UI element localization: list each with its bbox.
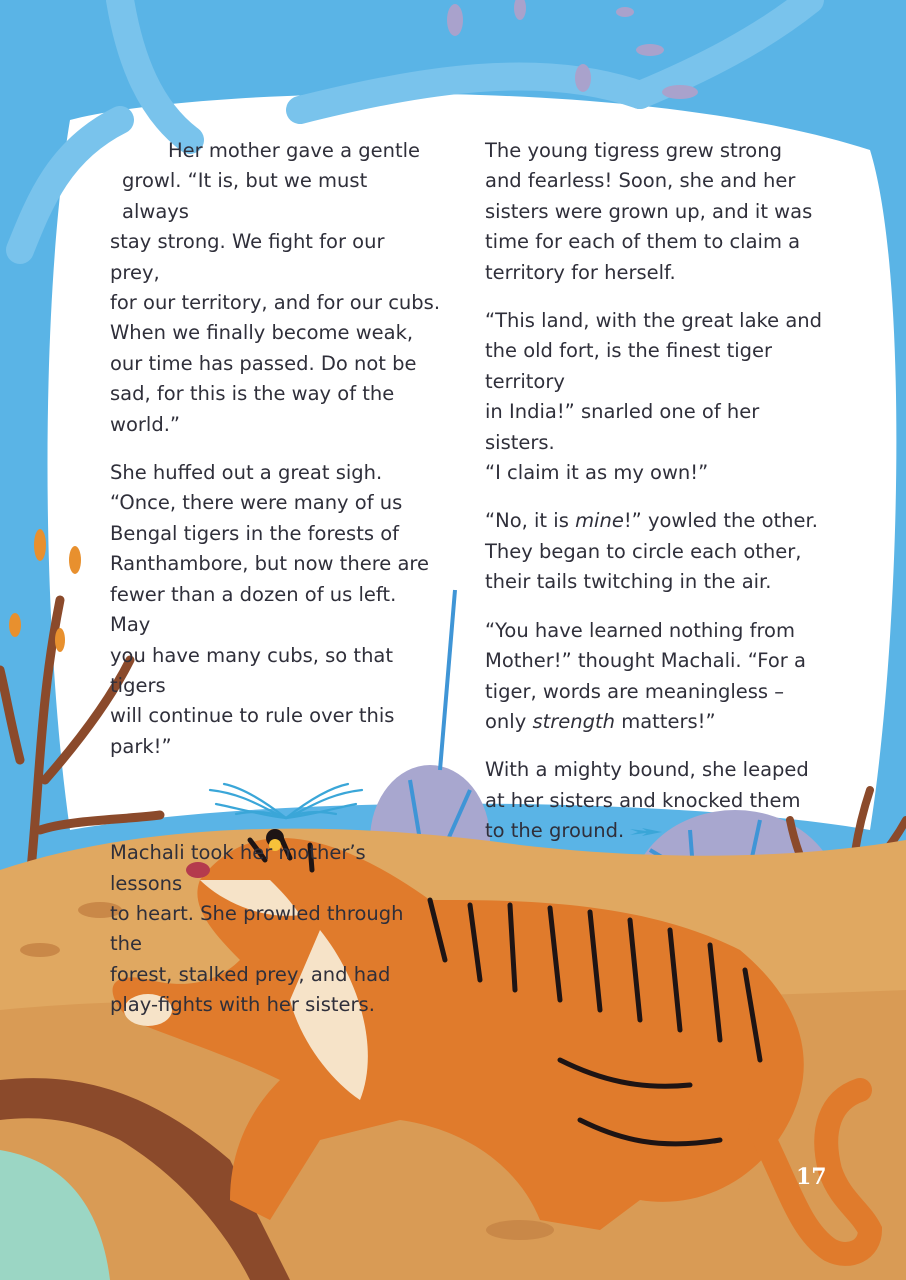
text-line: “I claim it as my own!” xyxy=(485,461,709,485)
text-line: in India!” snarled one of her sisters. xyxy=(485,400,760,454)
text-line: Machali took her mother’s lessons xyxy=(110,841,366,895)
left-text-column xyxy=(110,136,440,1039)
text-line: and fearless! Soon, she and her xyxy=(485,169,796,193)
text-line: The young tigress grew strong xyxy=(485,139,782,162)
paragraph xyxy=(110,838,440,1020)
text-line: to the ground. xyxy=(485,819,625,843)
text-line: territory for herself. xyxy=(485,260,676,284)
text-line: tiger, words are meaningless – xyxy=(485,679,785,703)
text-line: will continue to rule over this park!” xyxy=(110,704,395,758)
text-line: time for each of them to claim a xyxy=(485,230,801,254)
paragraph xyxy=(485,506,830,597)
text-line: their tails twitching in the air. xyxy=(485,570,772,594)
paragraph xyxy=(485,616,830,738)
paragraph xyxy=(485,136,830,288)
text-line: for our territory, and for our cubs. xyxy=(110,291,441,315)
paragraph xyxy=(110,136,440,440)
text-line: at her sisters and knocked them xyxy=(485,788,801,812)
text-line: Her mother gave a gentle xyxy=(168,139,421,162)
text-line: “Once, there were many of us xyxy=(110,491,403,515)
end-arrow-icon xyxy=(628,825,664,839)
text-line: sisters were grown up, and it was xyxy=(485,199,813,223)
ornament-divider-icon xyxy=(206,780,366,822)
text-line: Ranthambore, but now there are xyxy=(110,552,430,576)
text-line: fewer than a dozen of us left. May xyxy=(110,582,397,637)
text-line: Mother!” thought Machali. “For a xyxy=(485,649,806,673)
text-line: growl. “It is, but we must always xyxy=(122,169,368,223)
paragraph xyxy=(485,306,830,488)
text-line: !” yowled the other. xyxy=(623,509,818,533)
paragraph xyxy=(485,755,830,846)
emphasis-text: strength xyxy=(532,709,616,733)
text-line: “This land, with the great lake and xyxy=(485,309,823,333)
text-line: to heart. She prowled through the xyxy=(110,901,404,956)
page-number: 17 xyxy=(796,1164,827,1190)
text-line: forest, stalked prey, and had xyxy=(110,962,391,986)
paragraph xyxy=(110,458,440,762)
text-line: only xyxy=(485,709,533,733)
text-line: With a mighty bound, she leaped xyxy=(485,758,809,782)
text-line: “No, it is xyxy=(485,509,576,533)
text-line: our time has passed. Do not be xyxy=(110,351,417,375)
text-line: When we finally become weak, xyxy=(110,321,414,345)
text-line: They began to circle each other, xyxy=(485,539,802,563)
text-line: “You have learned nothing from xyxy=(485,618,795,642)
text-line: matters!” xyxy=(615,709,716,733)
text-line: play-fights with her sisters. xyxy=(110,993,375,1017)
text-line: the old fort, is the finest tiger territory xyxy=(485,339,773,393)
text-line: Bengal tigers in the forests of xyxy=(110,521,400,545)
right-text-column xyxy=(485,136,830,865)
text-line: She huffed out a great sigh. xyxy=(110,461,383,485)
emphasis-text: mine xyxy=(575,509,624,533)
text-line: sad, for this is the way of the world.” xyxy=(110,382,395,436)
text-line: stay strong. We fight for our prey, xyxy=(110,230,385,284)
text-line: you have many cubs, so that tigers xyxy=(110,643,394,697)
